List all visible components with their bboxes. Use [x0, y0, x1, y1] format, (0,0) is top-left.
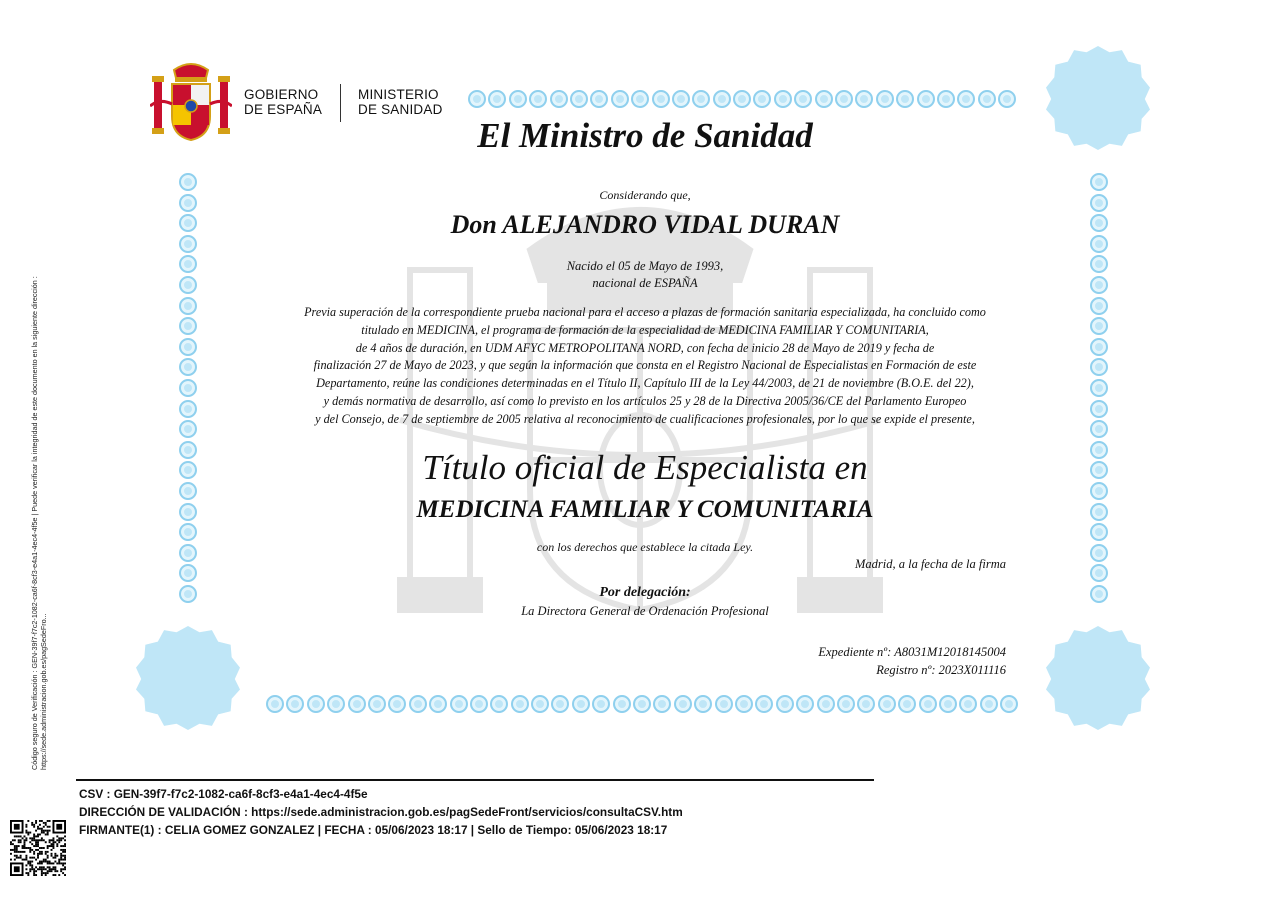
border-dot	[692, 90, 710, 108]
border-dot	[837, 695, 855, 713]
border-bottom	[266, 695, 1018, 713]
border-dot	[570, 90, 588, 108]
rights-line: con los derechos que establece la citada Ley.	[536, 540, 754, 554]
logo-gobierno-text	[244, 87, 322, 117]
border-dot	[796, 695, 814, 713]
border-dot	[978, 90, 996, 108]
border-dot	[468, 90, 486, 108]
reference-numbers	[818, 643, 1006, 679]
border-dot	[878, 695, 896, 713]
border-dot	[348, 695, 366, 713]
body-line: y demás normativa de desarrollo, así como lo previsto en los artículos 25 y 28 de la Directiva 2005/36/CE del Parlamento Europeo	[323, 393, 967, 408]
border-dot	[509, 90, 527, 108]
border-dot	[450, 695, 468, 713]
border-dot	[179, 235, 197, 253]
border-left	[179, 173, 197, 603]
border-dot	[179, 585, 197, 603]
border-dot	[835, 90, 853, 108]
ministry-line1: MINISTERIO	[358, 87, 439, 102]
recipient-name: Don ALEJANDRO VIDAL DURAN	[450, 210, 840, 239]
border-dot	[674, 695, 692, 713]
border-dot	[1090, 358, 1108, 376]
border-dot	[815, 90, 833, 108]
border-dot	[1090, 441, 1108, 459]
border-dot	[179, 214, 197, 232]
verification-side-note	[30, 230, 48, 770]
border-dot	[794, 90, 812, 108]
birth-info	[240, 258, 1050, 292]
nationality-line: nacional de ESPAÑA	[592, 276, 698, 290]
border-dot	[179, 194, 197, 212]
border-dot	[1090, 461, 1108, 479]
border-dot	[694, 695, 712, 713]
border-dot	[1090, 564, 1108, 582]
border-dot	[388, 695, 406, 713]
border-dot	[179, 317, 197, 335]
birth-line: Nacido el 05 de Mayo de 1993,	[566, 259, 724, 273]
logo-line1: GOBIERNO	[244, 87, 319, 102]
body-line: finalización 27 de Mayo de 2023, y que según la información que consta en el Registro Nacional de Especialistas en Formación de este	[313, 358, 977, 373]
border-dot	[327, 695, 345, 713]
border-dot	[919, 695, 937, 713]
border-dot	[939, 695, 957, 713]
border-dot	[179, 379, 197, 397]
border-dot	[470, 695, 488, 713]
border-dot	[613, 695, 631, 713]
border-dot	[409, 695, 427, 713]
border-dot	[1000, 695, 1018, 713]
border-dot	[179, 564, 197, 582]
side-note-line1: Código seguro de Verificación : GEN-39f7-f7c2-1082-ca6f-8cf3-e4a1-4ec4-4f5e | Puede verificar la integridad de este documento en la siguiente dirección :	[30, 276, 39, 770]
border-top	[468, 90, 1016, 108]
border-right	[1090, 173, 1108, 603]
issuer-title: El Ministro de Sanidad	[477, 116, 813, 155]
border-dot	[529, 90, 547, 108]
considering-text: Considerando que,	[599, 188, 691, 202]
footer-validation-url[interactable]: DIRECCIÓN DE VALIDACIÓN : https://sede.administracion.gob.es/pagSedeFront/servicios/consultaCSV.htm	[79, 805, 683, 819]
border-dot	[429, 695, 447, 713]
border-dot	[179, 523, 197, 541]
logo-line2: DE ESPAÑA	[244, 102, 323, 117]
border-dot	[488, 90, 506, 108]
body-line: de 4 años de duración, en UDM AFYC METROPOLITANA NORD, con fecha de inicio 28 de Mayo de 2019 y fecha de	[355, 340, 935, 355]
ministry-line2: DE SANIDAD	[358, 102, 443, 117]
border-dot	[1090, 173, 1108, 191]
border-dot	[1090, 338, 1108, 356]
border-dot	[1090, 585, 1108, 603]
logo-ministry-text	[358, 87, 443, 117]
border-dot	[876, 90, 894, 108]
border-dot	[590, 90, 608, 108]
border-dot	[1090, 255, 1108, 273]
border-dot	[715, 695, 733, 713]
border-dot	[633, 695, 651, 713]
border-dot	[998, 90, 1016, 108]
border-dot	[179, 441, 197, 459]
border-dot	[179, 338, 197, 356]
border-dot	[957, 90, 975, 108]
border-dot	[753, 90, 771, 108]
corner-seal-bottom-right	[1046, 626, 1150, 730]
border-dot	[286, 695, 304, 713]
border-dot	[937, 90, 955, 108]
footer-csv: CSV : GEN-39f7-f7c2-1082-ca6f-8cf3-e4a1-4ec4-4f5e	[79, 787, 368, 801]
border-dot	[179, 544, 197, 562]
border-dot	[611, 90, 629, 108]
border-dot	[917, 90, 935, 108]
border-dot	[855, 90, 873, 108]
body-line: titulado en MEDICINA, el programa de formación de la especialidad de MEDICINA FAMILIAR Y COMUNITARIA,	[361, 322, 929, 337]
border-dot	[1090, 194, 1108, 212]
place-date: Madrid, a la fecha de la firma	[854, 557, 1006, 571]
delegation-label: Por delegación:	[599, 585, 691, 600]
border-dot	[898, 695, 916, 713]
specialty-name: MEDICINA FAMILIAR Y COMUNITARIA	[416, 496, 874, 523]
border-dot	[1090, 420, 1108, 438]
border-dot	[179, 255, 197, 273]
border-dot	[307, 695, 325, 713]
border-dot	[1090, 297, 1108, 315]
certificate-body	[292, 304, 998, 429]
border-dot	[179, 297, 197, 315]
border-dot	[179, 276, 197, 294]
border-dot	[672, 90, 690, 108]
border-dot	[368, 695, 386, 713]
border-dot	[266, 695, 284, 713]
body-line: Departamento, reúne las condiciones determinadas en el Título II, Capítulo III de la Ley 44/2003, de 21 de noviembre (B.O.E. del 22),	[316, 376, 974, 391]
footer-divider	[76, 779, 874, 781]
border-dot	[1090, 523, 1108, 541]
body-line: Previa superación de la correspondiente prueba nacional para el acceso a plazas de formación sanitaria especializada, ha concluido como	[304, 305, 986, 319]
degree-title: Título oficial de Especialista en	[422, 448, 868, 487]
border-dot	[733, 90, 751, 108]
border-dot	[980, 695, 998, 713]
border-dot	[179, 461, 197, 479]
border-dot	[631, 90, 649, 108]
corner-seal-top-right	[1046, 46, 1150, 150]
border-dot	[857, 695, 875, 713]
footer-signer: FIRMANTE(1) : CELIA GOMEZ GONZALEZ | FECHA : 05/06/2023 18:17 | Sello de Tiempo: 05/06/2023 18:17	[79, 823, 668, 837]
border-dot	[1090, 379, 1108, 397]
border-dot	[652, 90, 670, 108]
border-dot	[179, 420, 197, 438]
border-dot	[572, 695, 590, 713]
border-dot	[755, 695, 773, 713]
border-dot	[511, 695, 529, 713]
border-dot	[713, 90, 731, 108]
border-dot	[817, 695, 835, 713]
border-dot	[550, 90, 568, 108]
spain-coat-of-arms-icon	[150, 58, 232, 142]
border-dot	[959, 695, 977, 713]
border-dot	[531, 695, 549, 713]
registro-number: Registro nº: 2023X011116	[876, 663, 1006, 677]
border-dot	[1090, 214, 1108, 232]
border-dot	[1090, 544, 1108, 562]
border-dot	[179, 358, 197, 376]
border-dot	[735, 695, 753, 713]
border-dot	[179, 503, 197, 521]
signatory-role: La Directora General de Ordenación Profesional	[521, 604, 769, 618]
body-line: y del Consejo, de 7 de septiembre de 2005 relativa al reconocimiento de cualificaciones profesionales, por lo que se expide el presente,	[315, 411, 975, 426]
qr-code-icon	[10, 820, 66, 876]
expediente-number: Expediente nº: A8031M12018145004	[818, 645, 1006, 659]
border-dot	[179, 482, 197, 500]
border-dot	[1090, 235, 1108, 253]
border-dot	[1090, 503, 1108, 521]
corner-seal-bottom-left	[136, 626, 240, 730]
border-dot	[551, 695, 569, 713]
border-dot	[592, 695, 610, 713]
border-dot	[774, 90, 792, 108]
border-dot	[653, 695, 671, 713]
border-dot	[896, 90, 914, 108]
border-dot	[179, 400, 197, 418]
border-dot	[490, 695, 508, 713]
border-dot	[1090, 276, 1108, 294]
border-dot	[1090, 400, 1108, 418]
border-dot	[776, 695, 794, 713]
border-dot	[1090, 482, 1108, 500]
border-dot	[1090, 317, 1108, 335]
side-note-line2: https://sede.administracion.gob.es/pagSedeFro...	[39, 613, 48, 770]
border-dot	[179, 173, 197, 191]
